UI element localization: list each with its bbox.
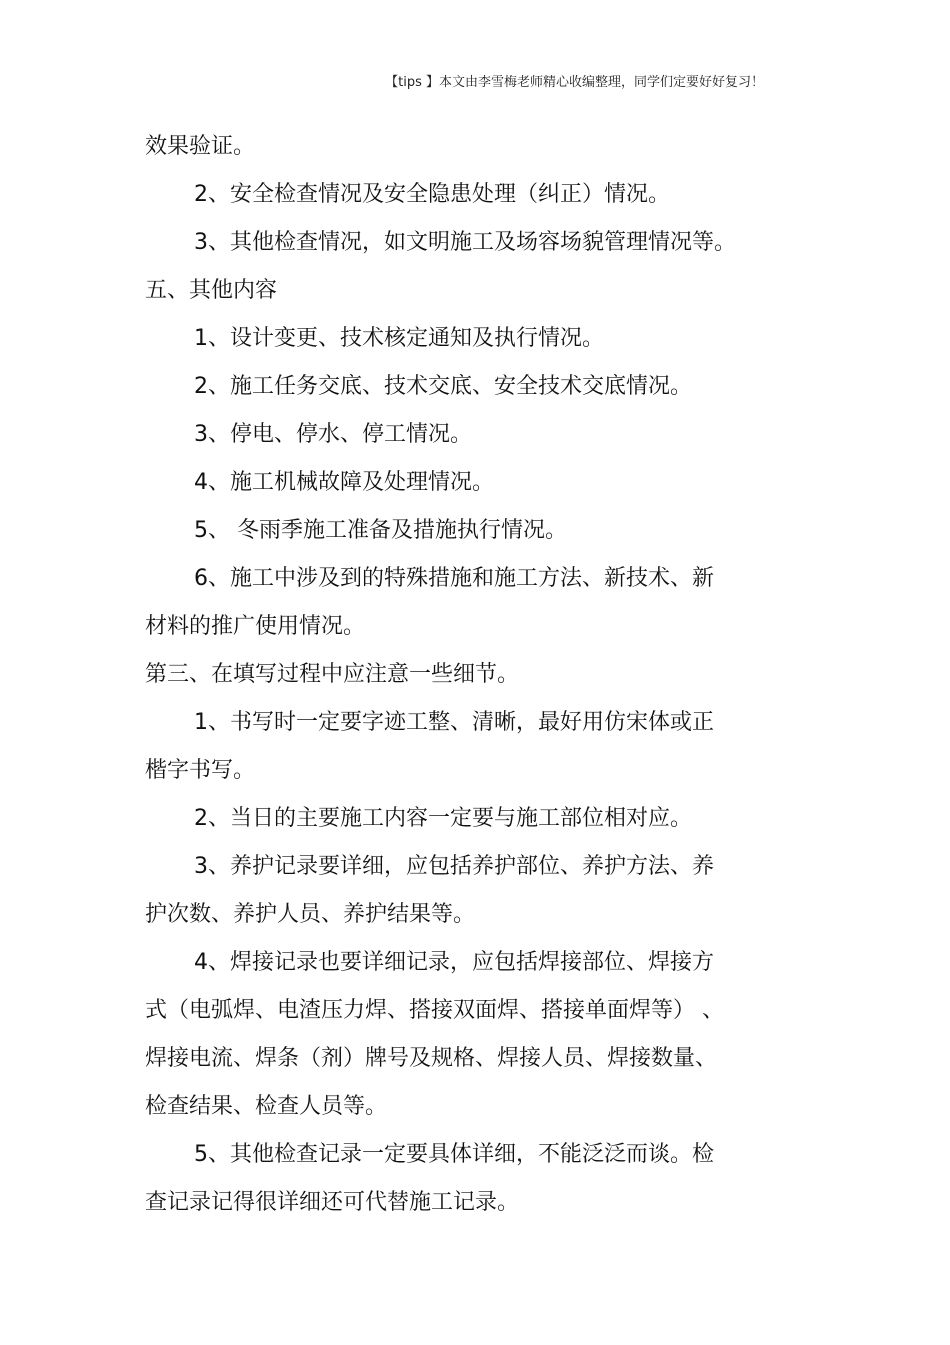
text-line: 护次数、养护人员、养护结果等。 xyxy=(145,902,476,927)
section-heading: 第三、在填写过程中应注意一些细节。 xyxy=(145,662,520,687)
text-line: 1、书写时一定要字迹工整、清晰，最好用仿宋体或正 xyxy=(194,710,714,735)
text-line: 3、其他检查情况，如文明施工及场容场貌管理情况等。 xyxy=(194,230,736,255)
text-line: 式（电弧焊、电渣压力焊、搭接双面焊、搭接单面焊等） 、 xyxy=(145,998,724,1023)
text-line: 查记录记得很详细还可代替施工记录。 xyxy=(145,1190,520,1215)
text-line: 1、设计变更、技术核定通知及执行情况。 xyxy=(194,326,604,351)
text-line: 检查结果、检查人员等。 xyxy=(145,1094,388,1119)
text-line: 6、施工中涉及到的特殊措施和施工方法、新技术、新 xyxy=(194,566,714,591)
text-line: 2、安全检查情况及安全隐患处理（纠正）情况。 xyxy=(194,182,670,207)
text-line: 楷字书写。 xyxy=(145,758,256,783)
text-line: 3、停电、停水、停工情况。 xyxy=(194,422,472,447)
text-line: 4、施工机械故障及处理情况。 xyxy=(194,470,494,495)
text-line: 5、其他检查记录一定要具体详细，不能泛泛而谈。检 xyxy=(194,1142,714,1167)
section-heading: 五、其他内容 xyxy=(145,278,278,303)
text-line: 5、 冬雨季施工准备及措施执行情况。 xyxy=(194,518,567,543)
text-line: 3、养护记录要详细，应包括养护部位、养护方法、养 xyxy=(194,854,714,879)
text-line: 效果验证。 xyxy=(145,134,256,159)
text-line: 焊接电流、焊条（剂）牌号及规格、焊接人员、焊接数量、 xyxy=(145,1046,718,1071)
text-line: 材料的推广使用情况。 xyxy=(145,614,366,639)
text-line: 2、施工任务交底、技术交底、安全技术交底情况。 xyxy=(194,374,692,399)
text-line: 2、当日的主要施工内容一定要与施工部位相对应。 xyxy=(194,806,692,831)
text-line: 4、焊接记录也要详细记录，应包括焊接部位、焊接方 xyxy=(194,950,714,975)
header-note: 【tips 】本文由李雪梅老师精心收编整理，同学们定要好好复习！ xyxy=(385,75,764,90)
